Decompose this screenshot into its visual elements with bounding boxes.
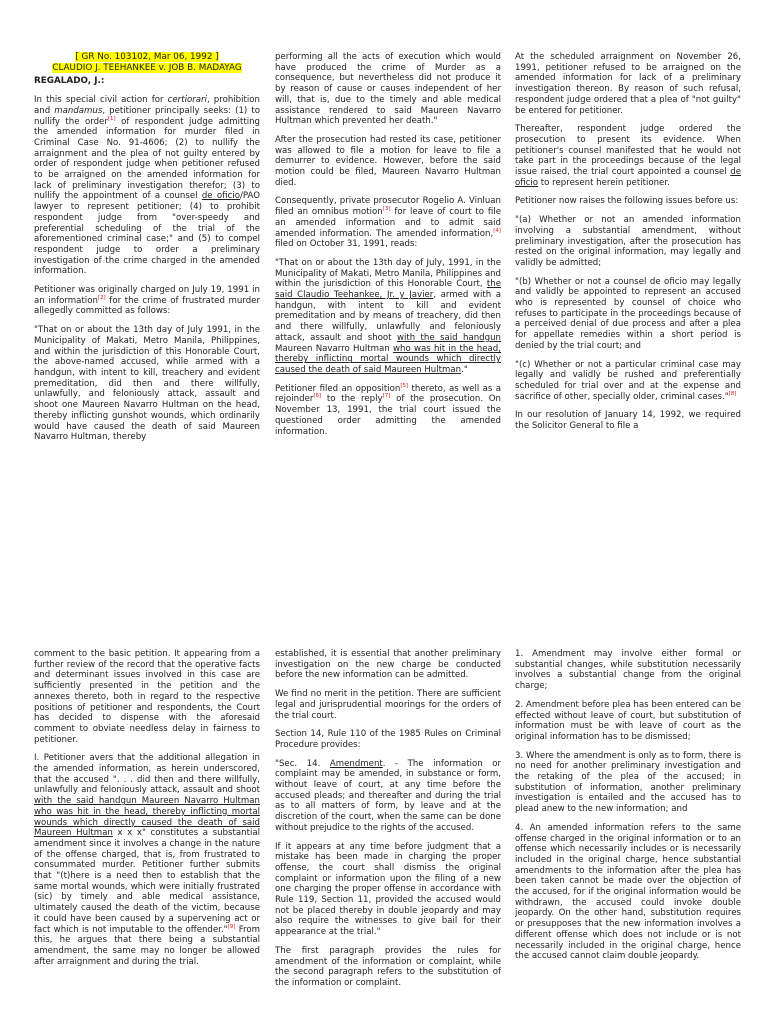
page2-column-1 (34, 649, 260, 1024)
footnote-ref[interactable]: [8] (728, 390, 737, 397)
ponente: REGALADO, J.: (34, 76, 105, 87)
footnote-ref[interactable]: [9] (227, 923, 236, 930)
paragraph: "That on or about the 13th day of July, 1991, in the Municipality of Makati, Metro Manila, Philippines and within the jurisdiction of this Honorable Court, the said Claudio Teehankee, Jr. y Javier, armed with a handgun, with intent to kill and evident premeditation and by means of treachery, did then and there willfully, unlawfully and feloniously attack, assault and shoot with the said handgun Maureen Navarro Hultman who was hit in the head, thereby inflicting mortal wounds which directly caused the death of said Maureen Hultman." (275, 257, 501, 375)
paragraph: The first paragraph provides the rules for amendment of the information or complaint, while the second paragraph refers to the substitution of the information or complaint. (275, 945, 501, 988)
footnote-ref[interactable]: [3] (382, 206, 391, 213)
paragraph: 4. An amended information refers to the same offense charged in the original information or to an offense which necessarily includes or is necessarily included in the original charge, hence substantial amendments to the information after the plea has been taken cannot be made over the objection of the accused, for if the original information would be withdrawn, the accused could invoke double jeopardy. On the other hand, substitution requires or presupposes that the new information involves a different offense which does not include or is not necessarily included in the original charge, hence the accused cannot claim double jeopardy. (515, 822, 741, 962)
paragraph: 1. Amendment may involve either formal or substantial changes, while substitution necessarily involves a substantial change from the original charge; (515, 649, 741, 692)
case-header (34, 52, 260, 73)
paragraph: We find no merit in the petition. There are sufficient legal and jurisprudential moorings for the orders of the trial court. (275, 689, 501, 721)
page1-column-1 (34, 52, 260, 512)
page1-column-3 (515, 52, 741, 512)
page2-column-2 (275, 649, 501, 1024)
footnote-ref[interactable]: [1] (107, 115, 116, 122)
footnote-ref[interactable]: [4] (493, 227, 501, 234)
paragraph: If it appears at any time before judgment that a mistake has been made in charging the proper offense, the court shall dismiss the original complaint or information upon the filing of a new one charging the proper offense in accordance with Rule 119, Section 11, provided the accused would not be placed thereby in double jeopardy and may also require the witnesses to give bail for their appearance at the trial." (275, 841, 501, 938)
footnote-ref[interactable]: [6] (313, 393, 322, 400)
paragraph: "That on or about the 13th day of July 1991, in the Municipality of Makati, Metro Manila, Philippines, and within the jurisdiction of this Honorable Court, the above-named accused, while armed with a handgun, with intent to kill, treachery and evident premeditation, did then and there willfully, unlawfully, and feloniously attack, assault and shoot one Maureen Navarro Hultman on the head, thereby inflicting gunshot wounds, which ordinarily would have caused the death of said Maureen Navarro Hultman, thereby (34, 325, 260, 443)
paragraph: performing all the acts of execution which would have produced the crime of Murder as a consequence, but nevertheless did not produce it by reason of cause or causes independent of her will, that is, due to the timely and able medical assistance rendered to said Maureen Navarro Hultman which prevented her death." (275, 52, 501, 127)
paragraph: Petitioner filed an opposition[5] thereto, as well as a rejoinder[6] to the reply[7] of the prosecution. On November 13, 1991, the trial court issued the questioned order admitting the amended information. (275, 382, 501, 437)
paragraph: 3. Where the amendment is only as to form, there is no need for another preliminary investigation and the retaking of the plea of the accused; in substitution of information, another preliminary investigation is entailed and the accused has to plead anew to the new information; and (515, 750, 741, 815)
paragraph: established, it is essential that another preliminary investigation on the new charge be conducted before the new information can be admitted. (275, 649, 501, 681)
paragraph: "(b) Whether or not a counsel de oficio may legally and validly be appointed to represent an accused who is represented by counsel of choice who refuses to participate in the proceedings because of a perceived denial of due process and after a plea for appellate remedies within a short period is denied by the trial court; and (515, 276, 741, 351)
page2-column-3 (515, 649, 741, 1024)
footnote-ref[interactable]: [5] (400, 382, 409, 389)
paragraph: 2. Amendment before plea has been entered can be effected without leave of court, but substitution of information must be with leave of court as the original information has to be dismissed; (515, 699, 741, 742)
paragraph: At the scheduled arraignment on November 26, 1991, petitioner refused to be arraigned on the amended information for lack of a preliminary investigation thereon. By reason of such refusal, respondent judge ordered that a plea of "not guilty" be entered for petitioner. (515, 52, 741, 116)
paragraph: Petitioner was originally charged on July 19, 1991 in an information[2] for the crime of frustrated murder allegedly committed as follows: (34, 285, 260, 317)
paragraph: "Sec. 14. Amendment. - The information or complaint may be amended, in substance or form, without leave of court, at any time before the accused pleads; and thereafter and during the trial as to all matters of form, by leave and at the discretion of the court, when the same can be done without prejudice to the rights of the accused. (275, 758, 501, 833)
footnote-ref[interactable]: [7] (382, 393, 391, 400)
case-parties: CLAUDIO J. TEEHANKEE v. JOB B. MADAYAG (52, 62, 242, 73)
paragraph: After the prosecution had rested its case, petitioner was allowed to file a motion for leave to file a demurrer to evidence. However, before the said motion could be filed, Maureen Navarro Hultman died. (275, 134, 501, 188)
paragraph: In our resolution of January 14, 1992, we required the Solicitor General to file a (515, 410, 741, 432)
paragraph: Thereafter, respondent judge ordered the prosecution to present its evidence. When petitioner's counsel manifested that he would not take part in the proceedings because of the legal issue raised, the trial court appointed a counsel de oficio to represent herein petitioner. (515, 124, 741, 188)
paragraph: Consequently, private prosecutor Rogelio A. Vinluan filed an omnibus motion[3] for leave of court to file an amended information and to admit said amended information. The amended information,[4] filed on October 31, 1991, reads: (275, 196, 501, 250)
paragraph: I. Petitioner avers that the additional allegation in the amended information, as herein underscored, that the accused ". . . did then and there willfully, unlawfully and feloniously attack, assault and shoot with the said handgun Maureen Navarro Hultman who was hit in the head, thereby inflicting mortal wounds which directly caused the death of said Maureen Hultman x x x" constitutes a substantial amendment since it involves a change in the nature of the offense charged, that is, from frustrated to consummated murder. Petitioner further submits that "(t)here is a need then to establish that the same mortal wounds, which were initially frustrated (sic) by timely and able medical assistance, ultimately caused the death of the victim, because it could have been caused by a supervening act or fact which is not imputable to the offender."[9] From this, he argues that there being a substantial amendment, the same may no longer be allowed after arraignment and during the trial. (34, 753, 260, 967)
paragraph: Section 14, Rule 110 of the 1985 Rules on Criminal Procedure provides: (275, 729, 501, 750)
paragraph: Petitioner now raises the following issues before us: (515, 196, 739, 207)
paragraph: In this special civil action for certiorari, prohibition and mandamus, petitioner principally seeks: (1) to nullify the order[1] of respondent judge admitting the amended information for murder filed in Criminal Case No. 91-4606; (2) to nullify the arraignment and the plea of not guilty entered by order of respondent judge when petitioner refused to be arraigned on the amended information for lack of preliminary investigation therefor; (3) to nullify the appointment of a counsel de oficio/PAO lawyer to represent petitioner; (4) to prohibit respondent judge from "over-speedy and preferential scheduling of the trial of the aforementioned criminal case;" and (5) to compel respondent judge to order a preliminary investigation of the crime charged in the amended information. (34, 95, 260, 277)
paragraph: "(c) Whether or not a particular criminal case may legally and validly be rushed and preferentially scheduled for trial over and at the expense and sacrifice of other, specially older, criminal cases."[8] (515, 359, 741, 402)
case-citation: [ GR No. 103102, Mar 06, 1992 ] (75, 52, 219, 62)
document-page-2 (0, 512, 768, 1024)
paragraph: "(a) Whether or not an amended information involving a substantial amendment, without preliminary investigation, after the prosecution has rested on the original information, may legally and validly be admitted; (515, 215, 741, 268)
page1-column-2 (275, 52, 501, 512)
paragraph: comment to the basic petition. It appearing from a further review of the record that the operative facts and determinant issues involved in this case are sufficiently presented in the petition and the annexes thereto, both in regard to the respective positions of petitioner and respondents, the Court has decided to dispense with the aforesaid comment to obviate needless delay in fairness to petitioner. (34, 649, 260, 745)
footnote-ref[interactable]: [2] (97, 294, 106, 301)
